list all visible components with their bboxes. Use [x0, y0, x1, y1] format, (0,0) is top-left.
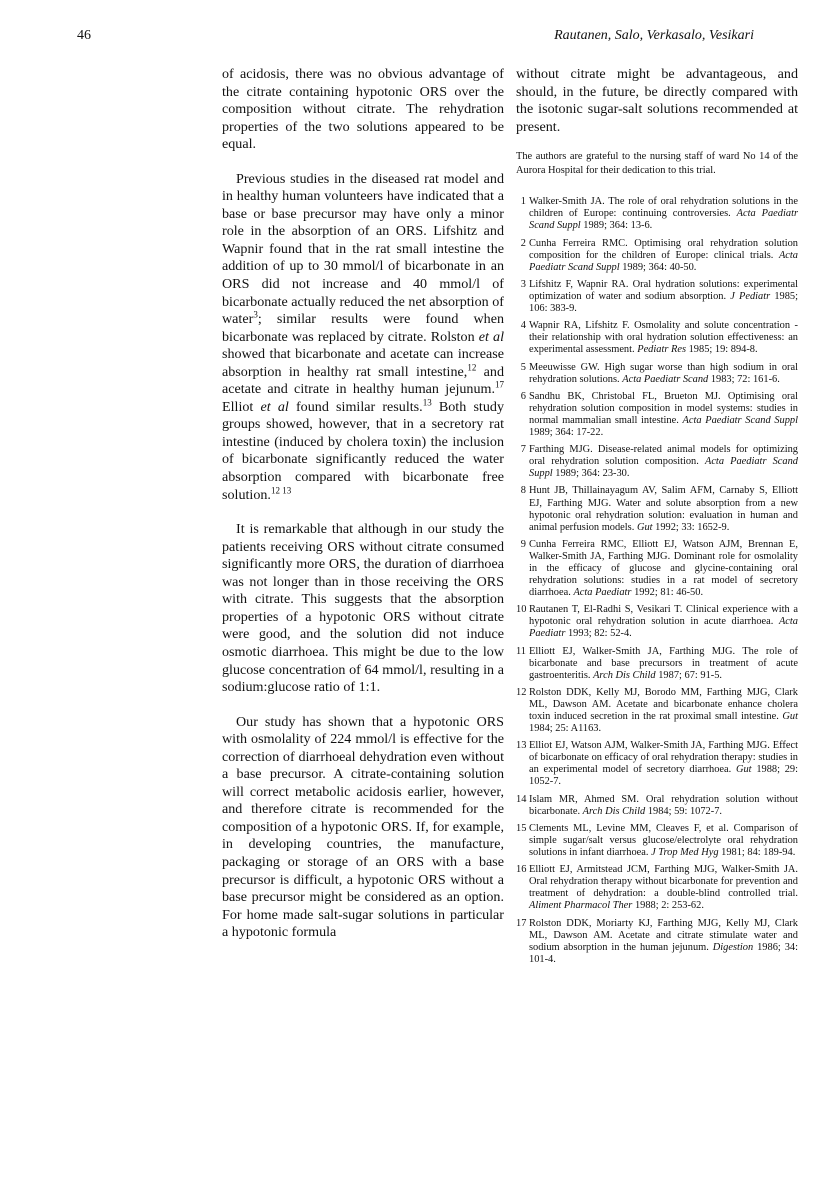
reference-journal: Acta Paediatr Scand Suppl: [529, 456, 798, 480]
reference-citation: 1989; 364: 23-30.: [555, 468, 630, 480]
reference-number: 7: [520, 444, 526, 456]
reference-number: 2: [520, 237, 526, 249]
reference-citation: 1992; 81: 46-50.: [634, 587, 704, 599]
paragraph-continuation: without citrate might be advantageous, and should, in the future, be directly compared with the isotonic sugar-salt solutions recommended at present.: [516, 66, 798, 135]
reference-journal: Arch Dis Child: [593, 669, 656, 681]
reference-item: [516, 279, 798, 315]
reference-item: [516, 238, 798, 274]
reference-text: Rolston DDK, Kelly MJ, Borodo MM, Farthing MJG, Clark ML, Dawson AM. Acetate and bicarbonate enhance cholera toxin induced secretion in the rat proximal small intestine. Gut 1984; 25: A1163.: [529, 686, 798, 735]
reference-item: [516, 823, 798, 859]
reference-journal: Acta Paediatr Scand Suppl: [529, 208, 798, 232]
reference-journal: Gut: [782, 711, 798, 723]
reference-journal: J Trop Med Hyg: [651, 847, 719, 859]
reference-number: 16: [516, 864, 527, 876]
reference-item: [516, 604, 798, 640]
reference-number: 10: [516, 604, 527, 616]
reference-citation: 1988; 29: 1052-7.: [529, 764, 798, 788]
reference-number: 11: [516, 645, 527, 657]
reference-list: [516, 196, 798, 966]
reference-citation: 1985; 19: 894-8.: [688, 344, 758, 356]
reference-text: Wapnir RA, Lifshitz F. Osmolality and solute concentration - their relationship with oral hydration solution effectiveness: an experimental assessment. Pediatr Res 1985; 19: 894-8.: [529, 320, 798, 356]
citation-ref: 17: [495, 379, 504, 390]
reference-journal: Acta Paediatr Scand Suppl: [529, 249, 798, 273]
reference-item: [516, 687, 798, 735]
reference-citation: 1992; 33: 1652-9.: [655, 521, 730, 533]
reference-item: [516, 391, 798, 439]
reference-text: Elliot EJ, Watson AJM, Walker-Smith JA, Farthing MJG. Effect of bicarbonate on efficacy of oral rehydration therapy: studies in an experimental model of secretory diarrhoea. Gut 1988; 29: 1052-7.: [529, 740, 798, 788]
reference-number: 1: [520, 196, 526, 208]
reference-number: 9: [520, 538, 526, 550]
reference-citation: 1989; 364: 13-6.: [583, 220, 653, 232]
reference-number: 5: [520, 361, 526, 373]
reference-journal: Acta Paediatr Scand Suppl: [682, 414, 799, 426]
reference-citation: 1984; 59: 1072-7.: [647, 805, 723, 817]
running-head-authors: Rautanen, Salo, Verkasalo, Vesikari: [554, 28, 754, 43]
left-column: [222, 66, 504, 942]
reference-citation: 1989; 364: 17-22.: [529, 426, 604, 438]
reference-citation: 1987; 67: 91-5.: [658, 669, 723, 681]
reference-number: 3: [520, 278, 526, 290]
reference-number: 17: [516, 917, 527, 929]
reference-citation: 1989; 364: 40-50.: [622, 261, 697, 273]
reference-text: Walker-Smith JA. The role of oral rehydration solutions in the children of Europe: continuing controversies. Acta Paediatr Scand Suppl 1989; 364: 13-6.: [529, 196, 798, 232]
paragraph-previous-studies: Previous studies in the diseased rat model and in healthy human volunteers have indicated that a base or base precursor may have only a minor role in the absorption of an ORS. Lifshitz and Wapnir found that in the rat small intestine the addition of up to 30 mmol/l of bicarbonate in an ORS did not increase and 40 mmol/l of bicarbonate actually reduced the net absorption of water$^3$; similar results were found when bicarbonate was replaced by citrate. Rolston et al showed that bicarbonate and acetate can increase absorption in healthy rat small intestine,$^{12}$ and acetate and citrate in healthy human jejunum.$^{17}$ Elliot et al found similar results.$^{13}$ Both study groups showed, however, that in a secretory rat intestine (induced by cholera toxin) the inclusion of bicarbonate significantly reduced the water absorption compared with bicarbonate free solution.$^{12 13}$: [222, 170, 504, 503]
reference-text: Islam MR, Ahmed SM. Oral rehydration solution without bicarbonate. Arch Dis Child 1984; 59: 1072-7.: [529, 793, 798, 817]
reference-text: Lifshitz F, Wapnir RA. Oral hydration solutions: experimental optimization of water and sodium absorption. J Pediatr 1985; 106: 383-9.: [529, 278, 798, 314]
reference-item: [516, 485, 798, 533]
paragraph-remarkable: It is remarkable that although in our study the patients receiving ORS without citrate consumed significantly more ORS, the duration of diarrhoea was not longer than in those receiving the ORS with citrate. This suggests that the absorption properties of a hypotonic ORS without citrate were good, and the solution did not induce osmotic diarrhoea. This might be due to the low glucose concentration of 64 mmol/l, resulting in a sodium:glucose ratio of 1:1.: [222, 521, 504, 696]
reference-text: Hunt JB, Thillainayagum AV, Salim AFM, Carnaby S, Elliott EJ, Farthing MJG. Water and solute absorption from a new hypotonic oral rehydration solution: evaluation in human and animal perfusion models. Gut 1992; 33: 1652-9.: [529, 485, 798, 533]
reference-citation: 1983; 72: 161-6.: [710, 373, 780, 385]
reference-text: Rautanen T, El-Radhi S, Vesikari T. Clinical experience with a hypotonic oral rehydration solution in acute diarrhoea. Acta Paediatr 1993; 82: 52-4.: [529, 604, 798, 640]
reference-journal: Acta Paediatr: [529, 616, 798, 640]
reference-text: Elliott EJ, Armitstead JCM, Farthing MJG, Walker-Smith JA. Oral rehydration therapy without bicarbonate for prevention and treatment of dehydration: a double-blind controlled trial. Aliment Pharmacol Ther 1988; 2: 253-62.: [529, 864, 798, 912]
reference-journal: Gut: [636, 521, 653, 533]
reference-number: 12: [516, 686, 527, 698]
reference-text: Sandhu BK, Christobal FL, Brueton MJ. Optimising oral rehydration solution composition in model systems: studies in normal mammalian small intestine. Acta Paediatr Scand Suppl 1989; 364: 17-22.: [529, 390, 799, 438]
reference-item: [516, 362, 798, 386]
reference-text: Elliott EJ, Walker-Smith JA, Farthing MJG. The role of bicarbonate and base precursors in treatment of acute gastroenteritis. Arch Dis Child 1987; 67: 91-5.: [529, 645, 798, 681]
citation-ref: 12: [467, 362, 477, 373]
reference-item: [516, 740, 798, 788]
reference-number: 8: [520, 485, 526, 497]
reference-citation: 1988; 2: 253-62.: [634, 900, 704, 912]
reference-text: Farthing MJG. Disease-related animal models for optimizing oral rehydration solution composition. Acta Paediatr Scand Suppl 1989; 364: 23-30.: [529, 444, 798, 480]
reference-journal: Digestion: [712, 941, 754, 953]
reference-citation: 1984; 25: A1163.: [529, 723, 602, 735]
reference-journal: Pediatr Res: [637, 344, 686, 356]
reference-journal: Aliment Pharmacol Ther: [529, 900, 633, 912]
reference-number: 14: [516, 793, 527, 805]
reference-text: Cunha Ferreira RMC, Elliott EJ, Watson AJM, Brennan E, Walker-Smith JA, Farthing MJG. Dominant role for osmolality in the efficacy of glucose and glycine-containing oral rehydration solutions: studies in a rat model of secretory diarrhoea. Acta Paediatr 1992; 81: 46-50.: [529, 538, 798, 599]
paragraph-conclusion: Our study has shown that a hypotonic ORS with osmolality of 224 mmol/l is effective for the correction of diarrhoeal dehydration even without a base precursor. A citrate-containing solution will correct metabolic acidosis earlier, however, and therefore citrate is recommended for the composition of a hypotonic ORS. If, for example, in developing countries, the manufacture, packaging or storage of an ORS with a base precursor is difficult, a hypotonic ORS without a base precursor might be considered as an option. For home made salt-sugar solutions in particular a hypotonic formula: [222, 713, 504, 941]
reference-citation: 1986; 34: 101-4.: [529, 941, 798, 965]
reference-item: [516, 918, 798, 966]
reference-number: 15: [516, 822, 527, 834]
reference-journal: Gut: [735, 764, 752, 776]
reference-text: Clements ML, Levine MM, Cleaves F, et al. Comparison of simple sugar/salt versus glucose/electrolyte oral rehydration solutions in infant diarrhoea. J Trop Med Hyg 1981; 84: 189-94.: [529, 822, 798, 859]
reference-journal: Acta Paediatr Scand: [622, 373, 709, 385]
reference-number: 13: [516, 740, 527, 752]
reference-number: 6: [520, 390, 526, 402]
right-column: [516, 66, 798, 971]
reference-journal: J Pediatr: [730, 290, 771, 302]
page-number: 46: [77, 28, 91, 43]
paragraph-acidosis: of acidosis, there was no obvious advantage of the citrate containing hypotonic ORS over the composition without citrate. The rehydration properties of the two solutions appeared to be equal.: [222, 66, 504, 153]
acknowledgement: The authors are grateful to the nursing staff of ward No 14 of the Aurora Hospital for their dedication to this trial.: [516, 151, 798, 176]
reference-item: [516, 646, 798, 682]
reference-citation: 1993; 82: 52-4.: [567, 628, 632, 640]
reference-item: [516, 539, 798, 599]
reference-text: Meeuwisse GW. High sugar worse than high sodium in oral rehydration solutions. Acta Paediatr Scand 1983; 72: 161-6.: [529, 361, 798, 385]
citation-ref: 12 13: [270, 484, 292, 495]
reference-journal: Arch Dis Child: [582, 805, 646, 817]
reference-citation: 1985; 106: 383-9.: [529, 290, 798, 314]
reference-journal: Acta Paediatr: [573, 587, 632, 599]
reference-text: Rolston DDK, Moriarty KJ, Farthing MJG, Kelly MJ, Clark ML, Dawson AM. Acetate and citrate stimulate water and sodium absorption in the human jejunum. Digestion 1986; 34: 101-4.: [529, 917, 798, 965]
reference-number: 4: [520, 320, 526, 332]
citation-ref: 13: [422, 397, 432, 408]
reference-item: [516, 444, 798, 480]
reference-item: [516, 196, 798, 232]
reference-item: [516, 320, 798, 356]
reference-citation: 1981; 84: 189-94.: [721, 847, 796, 859]
reference-item: [516, 794, 798, 818]
reference-text: Cunha Ferreira RMC. Optimising oral rehydration solution composition for the children of Europe: clinical trials. Acta Paediatr Scand Suppl 1989; 364: 40-50.: [529, 237, 798, 273]
reference-item: [516, 864, 798, 912]
citation-ref: 3: [253, 309, 258, 320]
